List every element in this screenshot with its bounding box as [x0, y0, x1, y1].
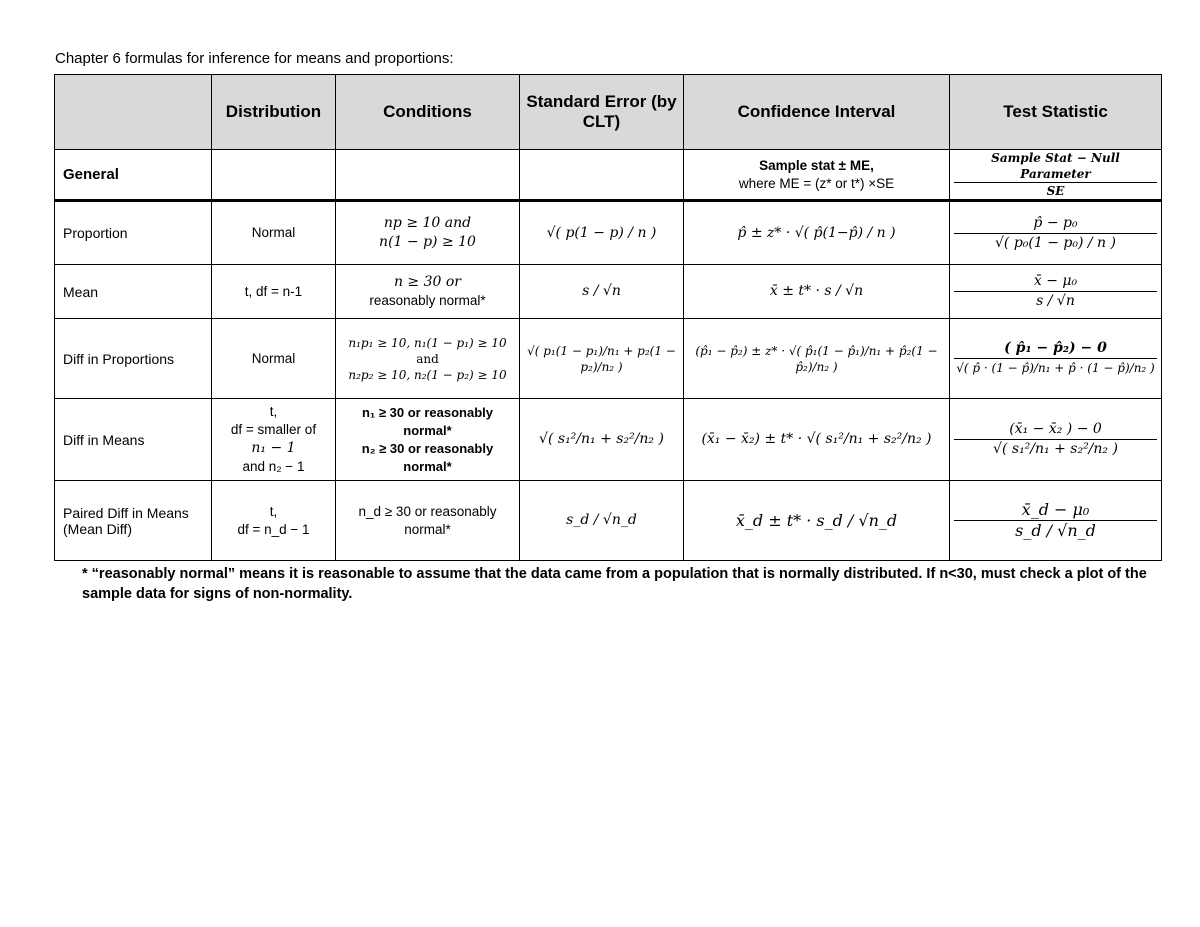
paired-diff-se: s_d / √n_d — [520, 481, 684, 561]
header-blank — [55, 75, 212, 150]
diff-means-test-statistic — [950, 399, 1162, 481]
row-label-general: General — [55, 150, 212, 201]
row-label-diff-means: Diff in Means — [55, 399, 212, 481]
header-row — [55, 75, 1162, 150]
condition-line: n(1 − p) ≥ 10 — [379, 234, 476, 250]
table-row — [55, 319, 1162, 399]
condition-line: n_d ≥ 30 or reasonably — [358, 503, 497, 519]
condition-line: n₂ ≥ 30 or reasonably — [361, 440, 494, 456]
formula-table — [54, 74, 1162, 561]
row-label-proportion: Proportion — [55, 201, 212, 265]
condition-line: and — [416, 351, 439, 366]
test-denominator: √( p̂ · (1 − p̂)/n₁ + p̂ · (1 − p̂)/n₂ ) — [956, 361, 1155, 375]
general-test-statistic — [950, 150, 1162, 201]
header-confidence-interval: Confidence Interval — [684, 75, 950, 150]
general-se — [520, 150, 684, 201]
proportion-test-statistic — [950, 201, 1162, 265]
test-numerator: p̂ − p₀ — [954, 214, 1157, 234]
ci-line-2: where ME = (z* or t*) ×SE — [738, 175, 895, 191]
header-standard-error: Standard Error (by CLT) — [520, 75, 684, 150]
condition-line: normal* — [404, 521, 451, 537]
general-conditions — [336, 150, 520, 201]
condition-line: n ≥ 30 or — [393, 274, 462, 290]
test-numerator: x̄ − μ₀ — [954, 272, 1157, 292]
distribution-line: df = smaller of — [230, 422, 317, 437]
condition-line: n₁p₁ ≥ 10, n₁(1 − p₁) ≥ 10 — [348, 335, 507, 350]
mean-test-statistic — [950, 265, 1162, 319]
paired-diff-ci: x̄_d ± t* · s_d / √n_d — [684, 481, 950, 561]
paired-diff-test-statistic — [950, 481, 1162, 561]
diff-proportions-se: √( p₁(1 − p₁)/n₁ + p₂(1 − p₂)/n₂ ) — [520, 319, 684, 399]
diff-means-conditions — [336, 399, 520, 481]
test-numerator: x̄_d − μ₀ — [954, 500, 1157, 521]
general-ci — [684, 150, 950, 201]
condition-line: reasonably normal* — [369, 293, 486, 308]
condition-line: normal* — [403, 422, 452, 438]
proportion-ci: p̂ ± z* · √( p̂(1−p̂) / n ) — [684, 201, 950, 265]
row-label-paired-diff: Paired Diff in Means (Mean Diff) — [55, 481, 212, 561]
test-denominator: s_d / √n_d — [1015, 521, 1096, 540]
table-row — [55, 201, 1162, 265]
test-denominator: SE — [1046, 184, 1065, 198]
header-test-statistic: Test Statistic — [950, 75, 1162, 150]
mean-conditions — [336, 265, 520, 319]
diff-means-se: √( s₁²/n₁ + s₂²/n₂ ) — [520, 399, 684, 481]
diff-proportions-ci: (p̂₁ − p̂₂) ± z* · √( p̂₁(1 − p̂₁)/n₁ + p̂₂(1 − p̂₂)/n₂ ) — [684, 319, 950, 399]
table-row — [55, 150, 1162, 201]
mean-ci: x̄ ± t* · s / √n — [684, 265, 950, 319]
diff-proportions-conditions — [336, 319, 520, 399]
distribution-line: t, — [269, 503, 278, 519]
distribution-line: and n₂ − 1 — [242, 459, 305, 474]
ci-line-1: Sample stat ± ME, — [759, 157, 874, 173]
proportion-conditions — [336, 201, 520, 265]
test-denominator: s / √n — [1036, 293, 1075, 309]
table-row — [55, 265, 1162, 319]
diff-means-ci: (x̄₁ − x̄₂) ± t* · √( s₁²/n₁ + s₂²/n₂ ) — [684, 399, 950, 481]
test-denominator: √( s₁²/n₁ + s₂²/n₂ ) — [993, 441, 1118, 457]
test-numerator: ( p̂₁ − p̂₂) − 0 — [954, 339, 1157, 359]
row-label-mean: Mean — [55, 265, 212, 319]
distribution-line: df = n_d − 1 — [237, 521, 310, 537]
test-numerator: Sample Stat − Null Parameter — [954, 150, 1157, 183]
document-title: Chapter 6 formulas for inference for means and proportions: — [55, 50, 454, 67]
test-numerator: (x̄₁ − x̄₂ ) − 0 — [954, 420, 1157, 440]
condition-line: np ≥ 10 and — [383, 215, 472, 231]
mean-distribution: t, df = n-1 — [212, 265, 336, 319]
condition-line: normal* — [403, 458, 452, 474]
table-row — [55, 481, 1162, 561]
footnote: * “reasonably normal” means it is reasonable to assume that the data came from a population that is normally distributed. If n<30, must check a plot of the sample data for signs of non-normality. — [82, 566, 1147, 602]
header-conditions: Conditions — [336, 75, 520, 150]
diff-means-distribution — [212, 399, 336, 481]
distribution-line: n₁ − 1 — [251, 440, 296, 456]
row-label-diff-proportions: Diff in Proportions — [55, 319, 212, 399]
diff-proportions-distribution: Normal — [212, 319, 336, 399]
paired-diff-conditions — [336, 481, 520, 561]
mean-se: s / √n — [520, 265, 684, 319]
distribution-line: t, — [269, 404, 278, 419]
paired-diff-distribution — [212, 481, 336, 561]
proportion-se: √( p(1 − p) / n ) — [520, 201, 684, 265]
table-row — [55, 399, 1162, 481]
proportion-distribution: Normal — [212, 201, 336, 265]
test-denominator: √( p₀(1 − p₀) / n ) — [995, 234, 1116, 251]
condition-line: n₂p₂ ≥ 10, n₂(1 − p₂) ≥ 10 — [348, 367, 507, 382]
diff-proportions-test-statistic — [950, 319, 1162, 399]
header-distribution: Distribution — [212, 75, 336, 150]
condition-line: n₁ ≥ 30 or reasonably — [361, 404, 493, 420]
general-distribution — [212, 150, 336, 201]
